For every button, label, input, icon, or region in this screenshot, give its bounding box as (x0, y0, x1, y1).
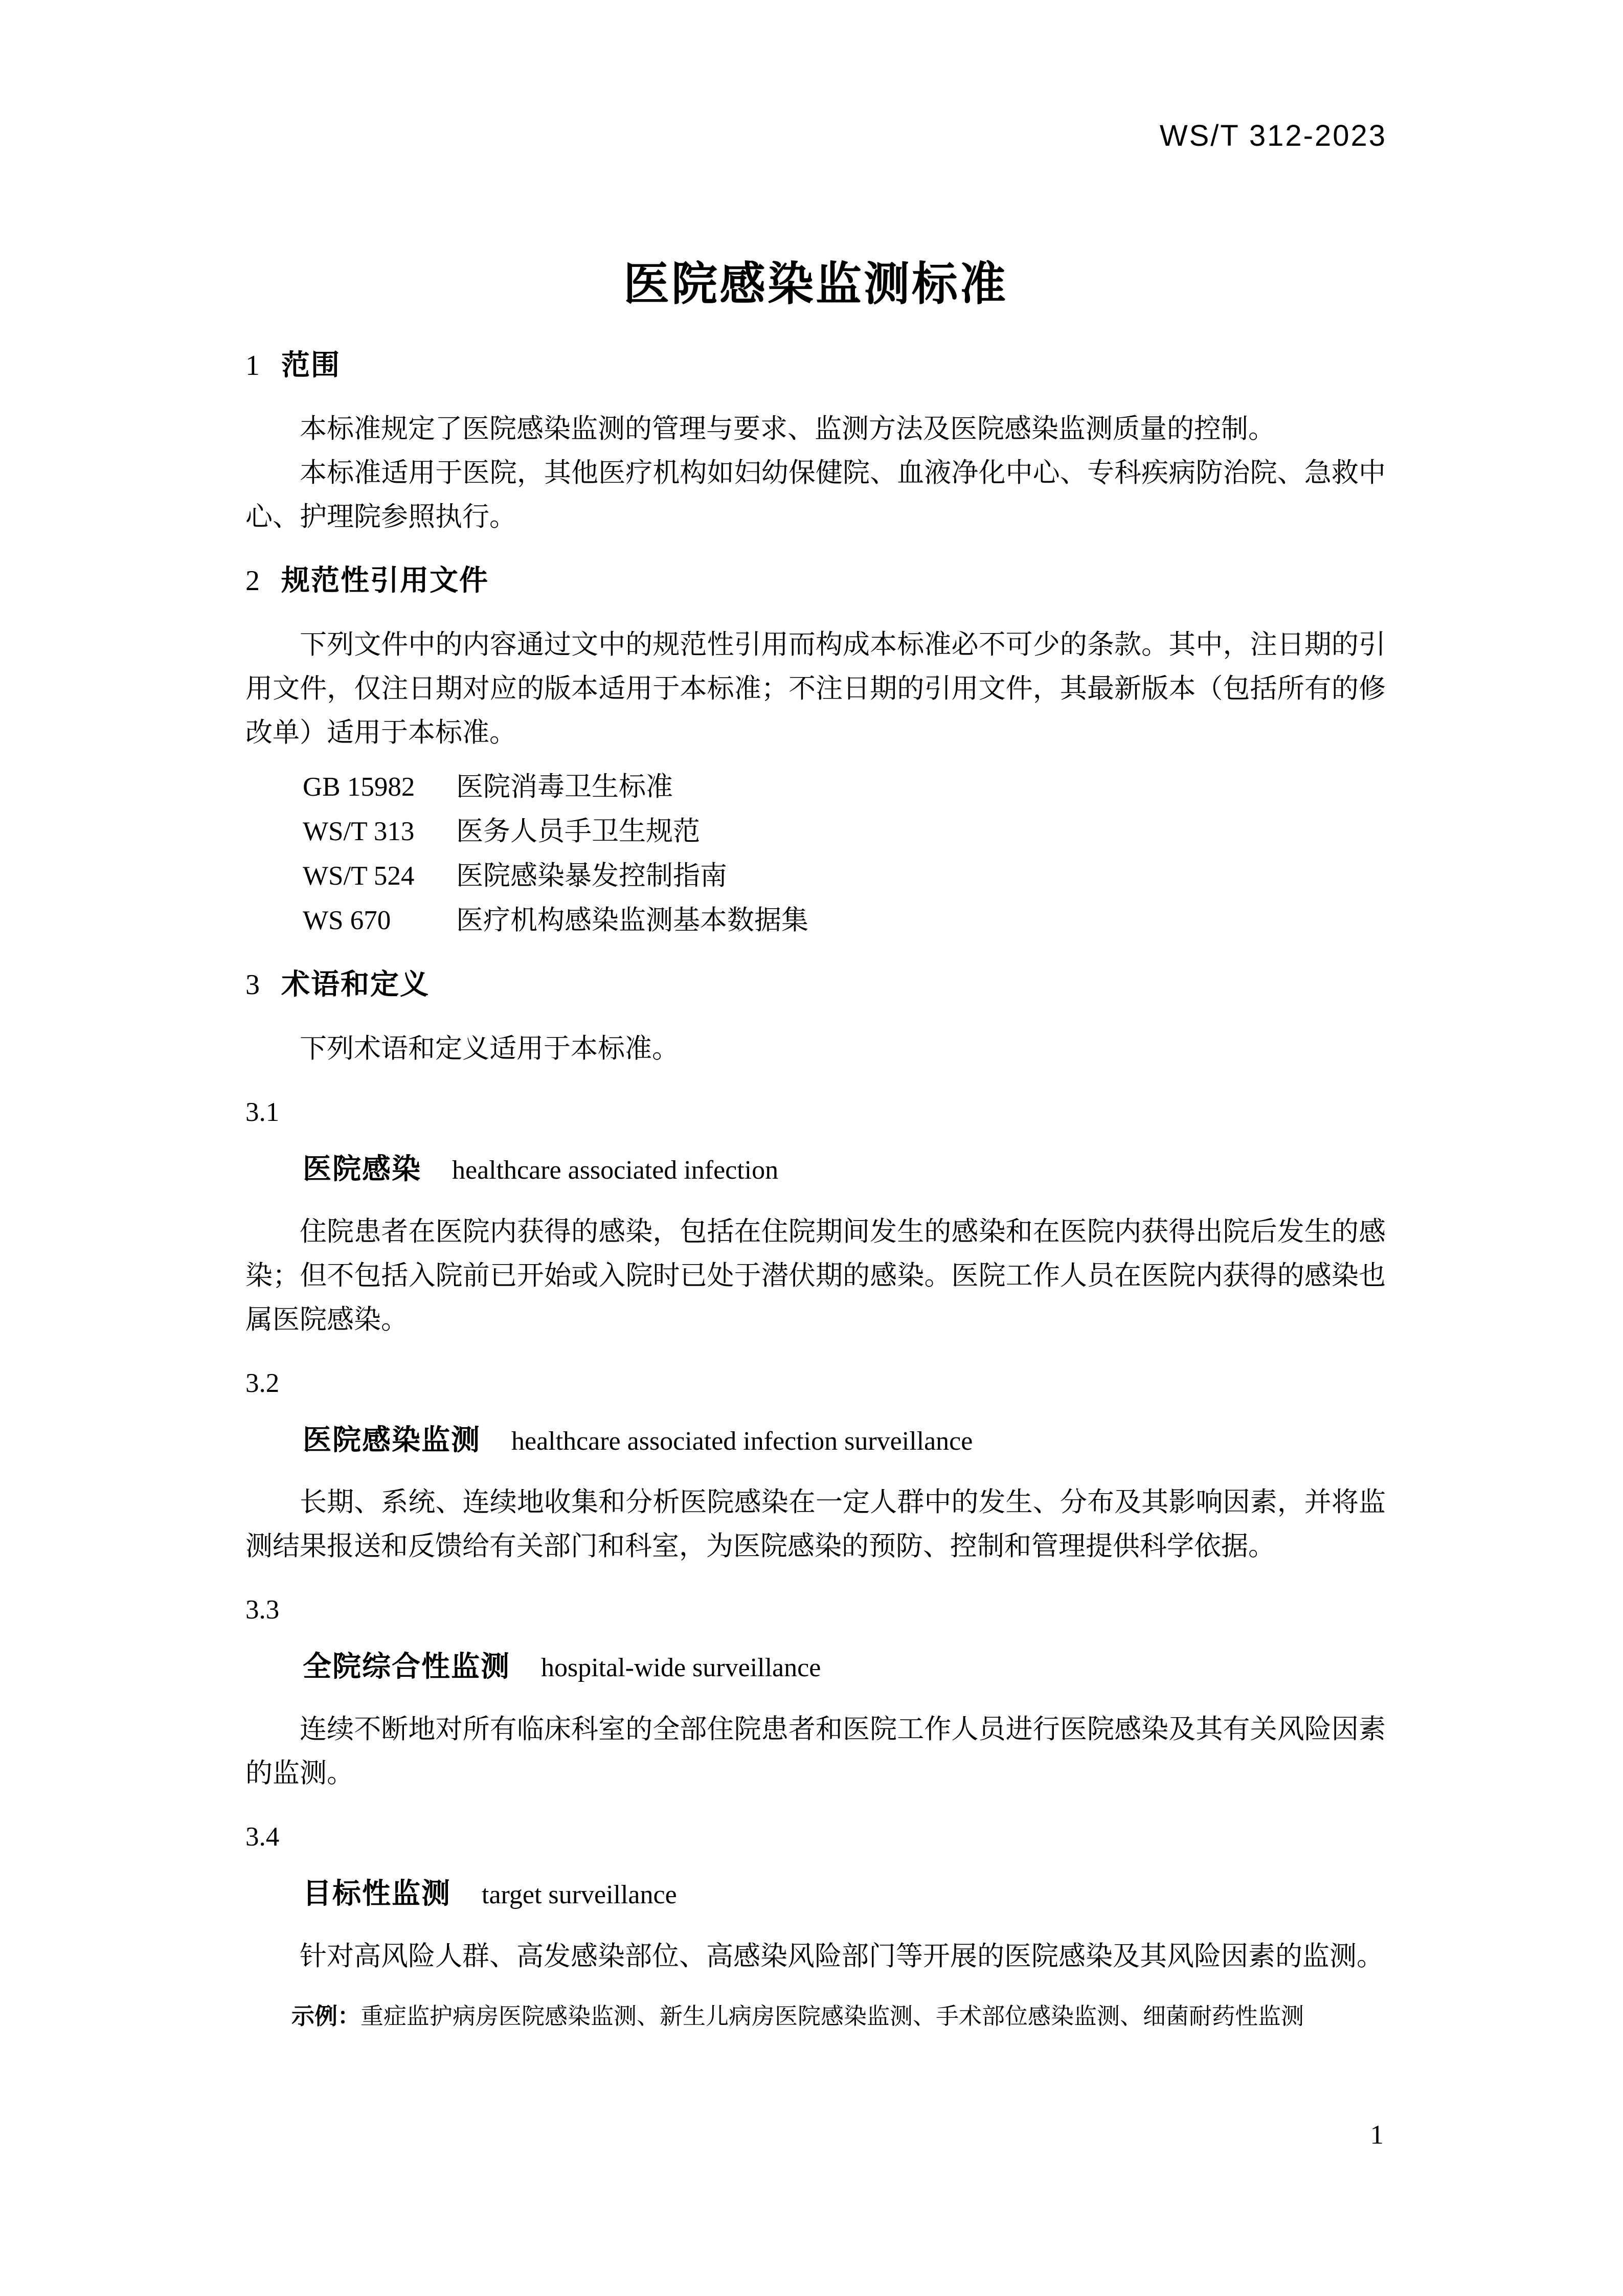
term-number: 3.2 (245, 1368, 280, 1398)
scope-paragraph-2: 本标准适用于医院，其他医疗机构如妇幼保健院、血液净化中心、专科疾病防治院、急救中心、护理院参照执行。 (245, 458, 1386, 532)
term-number: 3.3 (245, 1595, 280, 1625)
terms-intro: 下列术语和定义适用于本标准。 (300, 1033, 679, 1064)
section-2-number: 2 (245, 565, 260, 597)
example-label: 示例： (291, 2003, 361, 2030)
section-3-number: 3 (245, 969, 260, 1001)
term-zh-label: 医院感染 (303, 1152, 421, 1185)
section-3-heading (245, 966, 1386, 1004)
reference-row (245, 765, 1386, 809)
term-en-label: hospital-wide surveillance (541, 1653, 821, 1683)
term-number: 3.1 (245, 1097, 280, 1127)
example-text: 重症监护病房医院感染监测、新生儿病房医院感染监测、手术部位感染监测、细菌耐药性监测 (360, 2004, 1304, 2030)
document-title: 医院感染监测标准 (623, 259, 1008, 310)
term-number: 3.4 (245, 1822, 280, 1852)
section-1-heading (245, 347, 1386, 385)
section-3-title: 术语和定义 (281, 968, 430, 1001)
term-en-label: healthcare associated infection (452, 1155, 779, 1185)
reference-code: WS 670 (303, 906, 391, 936)
term-definition: 连续不断地对所有临床科室的全部住院患者和医院工作人员进行医院感染及其有关风险因素的监测。 (245, 1715, 1386, 1789)
term-heading (245, 1422, 1386, 1459)
reference-code: WS/T 313 (303, 817, 415, 847)
term-en-label: healthcare associated infection surveillance (511, 1426, 973, 1456)
reference-title: 医务人员手卫生规范 (456, 817, 700, 847)
term-zh-label: 医院感染监测 (303, 1423, 481, 1456)
term-example-note (245, 1999, 1386, 2034)
term-heading (245, 1151, 1386, 1188)
term-en-label: target surveillance (482, 1880, 677, 1910)
page-number: 1 (1370, 2120, 1384, 2150)
reference-title: 医院感染暴发控制指南 (456, 861, 727, 891)
term-definition: 针对高风险人群、高发感染部位、高感染风险部门等开展的医院感染及其风险因素的监测。 (300, 1942, 1384, 1972)
reference-list (245, 765, 1386, 943)
section-1-number: 1 (245, 349, 260, 381)
scope-paragraph-1: 本标准规定了医院感染监测的管理与要求、监测方法及医院感染监测质量的控制。 (300, 414, 1275, 444)
term-heading (245, 1875, 1386, 1913)
reference-title: 医疗机构感染监测基本数据集 (456, 906, 808, 936)
standard-number: WS/T 312-2023 (1159, 119, 1387, 152)
reference-row (245, 809, 1386, 854)
normative-references-paragraph: 下列文件中的内容通过文中的规范性引用而构成本标准必不可少的条款。其中，注日期的引用文件，仅注日期对应的版本适用于本标准；不注日期的引用文件，其最新版本（包括所有的修改单）适用于本标准。 (245, 630, 1386, 748)
reference-code: WS/T 524 (303, 861, 415, 891)
reference-title: 医院消毒卫生标准 (456, 772, 673, 802)
term-zh-label: 全院综合性监测 (303, 1650, 510, 1683)
reference-row (245, 898, 1386, 943)
section-1-title: 范围 (281, 348, 341, 381)
term-definition: 住院患者在医院内获得的感染，包括在住院期间发生的感染和在医院内获得出院后发生的感染；但不包括入院前已开始或入院时已处于潜伏期的感染。医院工作人员在医院内获得的感染也属医院感染。 (245, 1217, 1386, 1335)
section-2-title: 规范性引用文件 (281, 564, 489, 597)
term-definition: 长期、系统、连续地收集和分析医院感染在一定人群中的发生、分布及其影响因素，并将监测结果报送和反馈给有关部门和科室，为医院感染的预防、控制和管理提供科学依据。 (245, 1488, 1386, 1562)
term-zh-label: 目标性监测 (303, 1877, 451, 1910)
term-heading (245, 1648, 1386, 1686)
section-2-heading (245, 562, 1386, 600)
reference-code: GB 15982 (303, 772, 415, 802)
reference-row (245, 854, 1386, 898)
